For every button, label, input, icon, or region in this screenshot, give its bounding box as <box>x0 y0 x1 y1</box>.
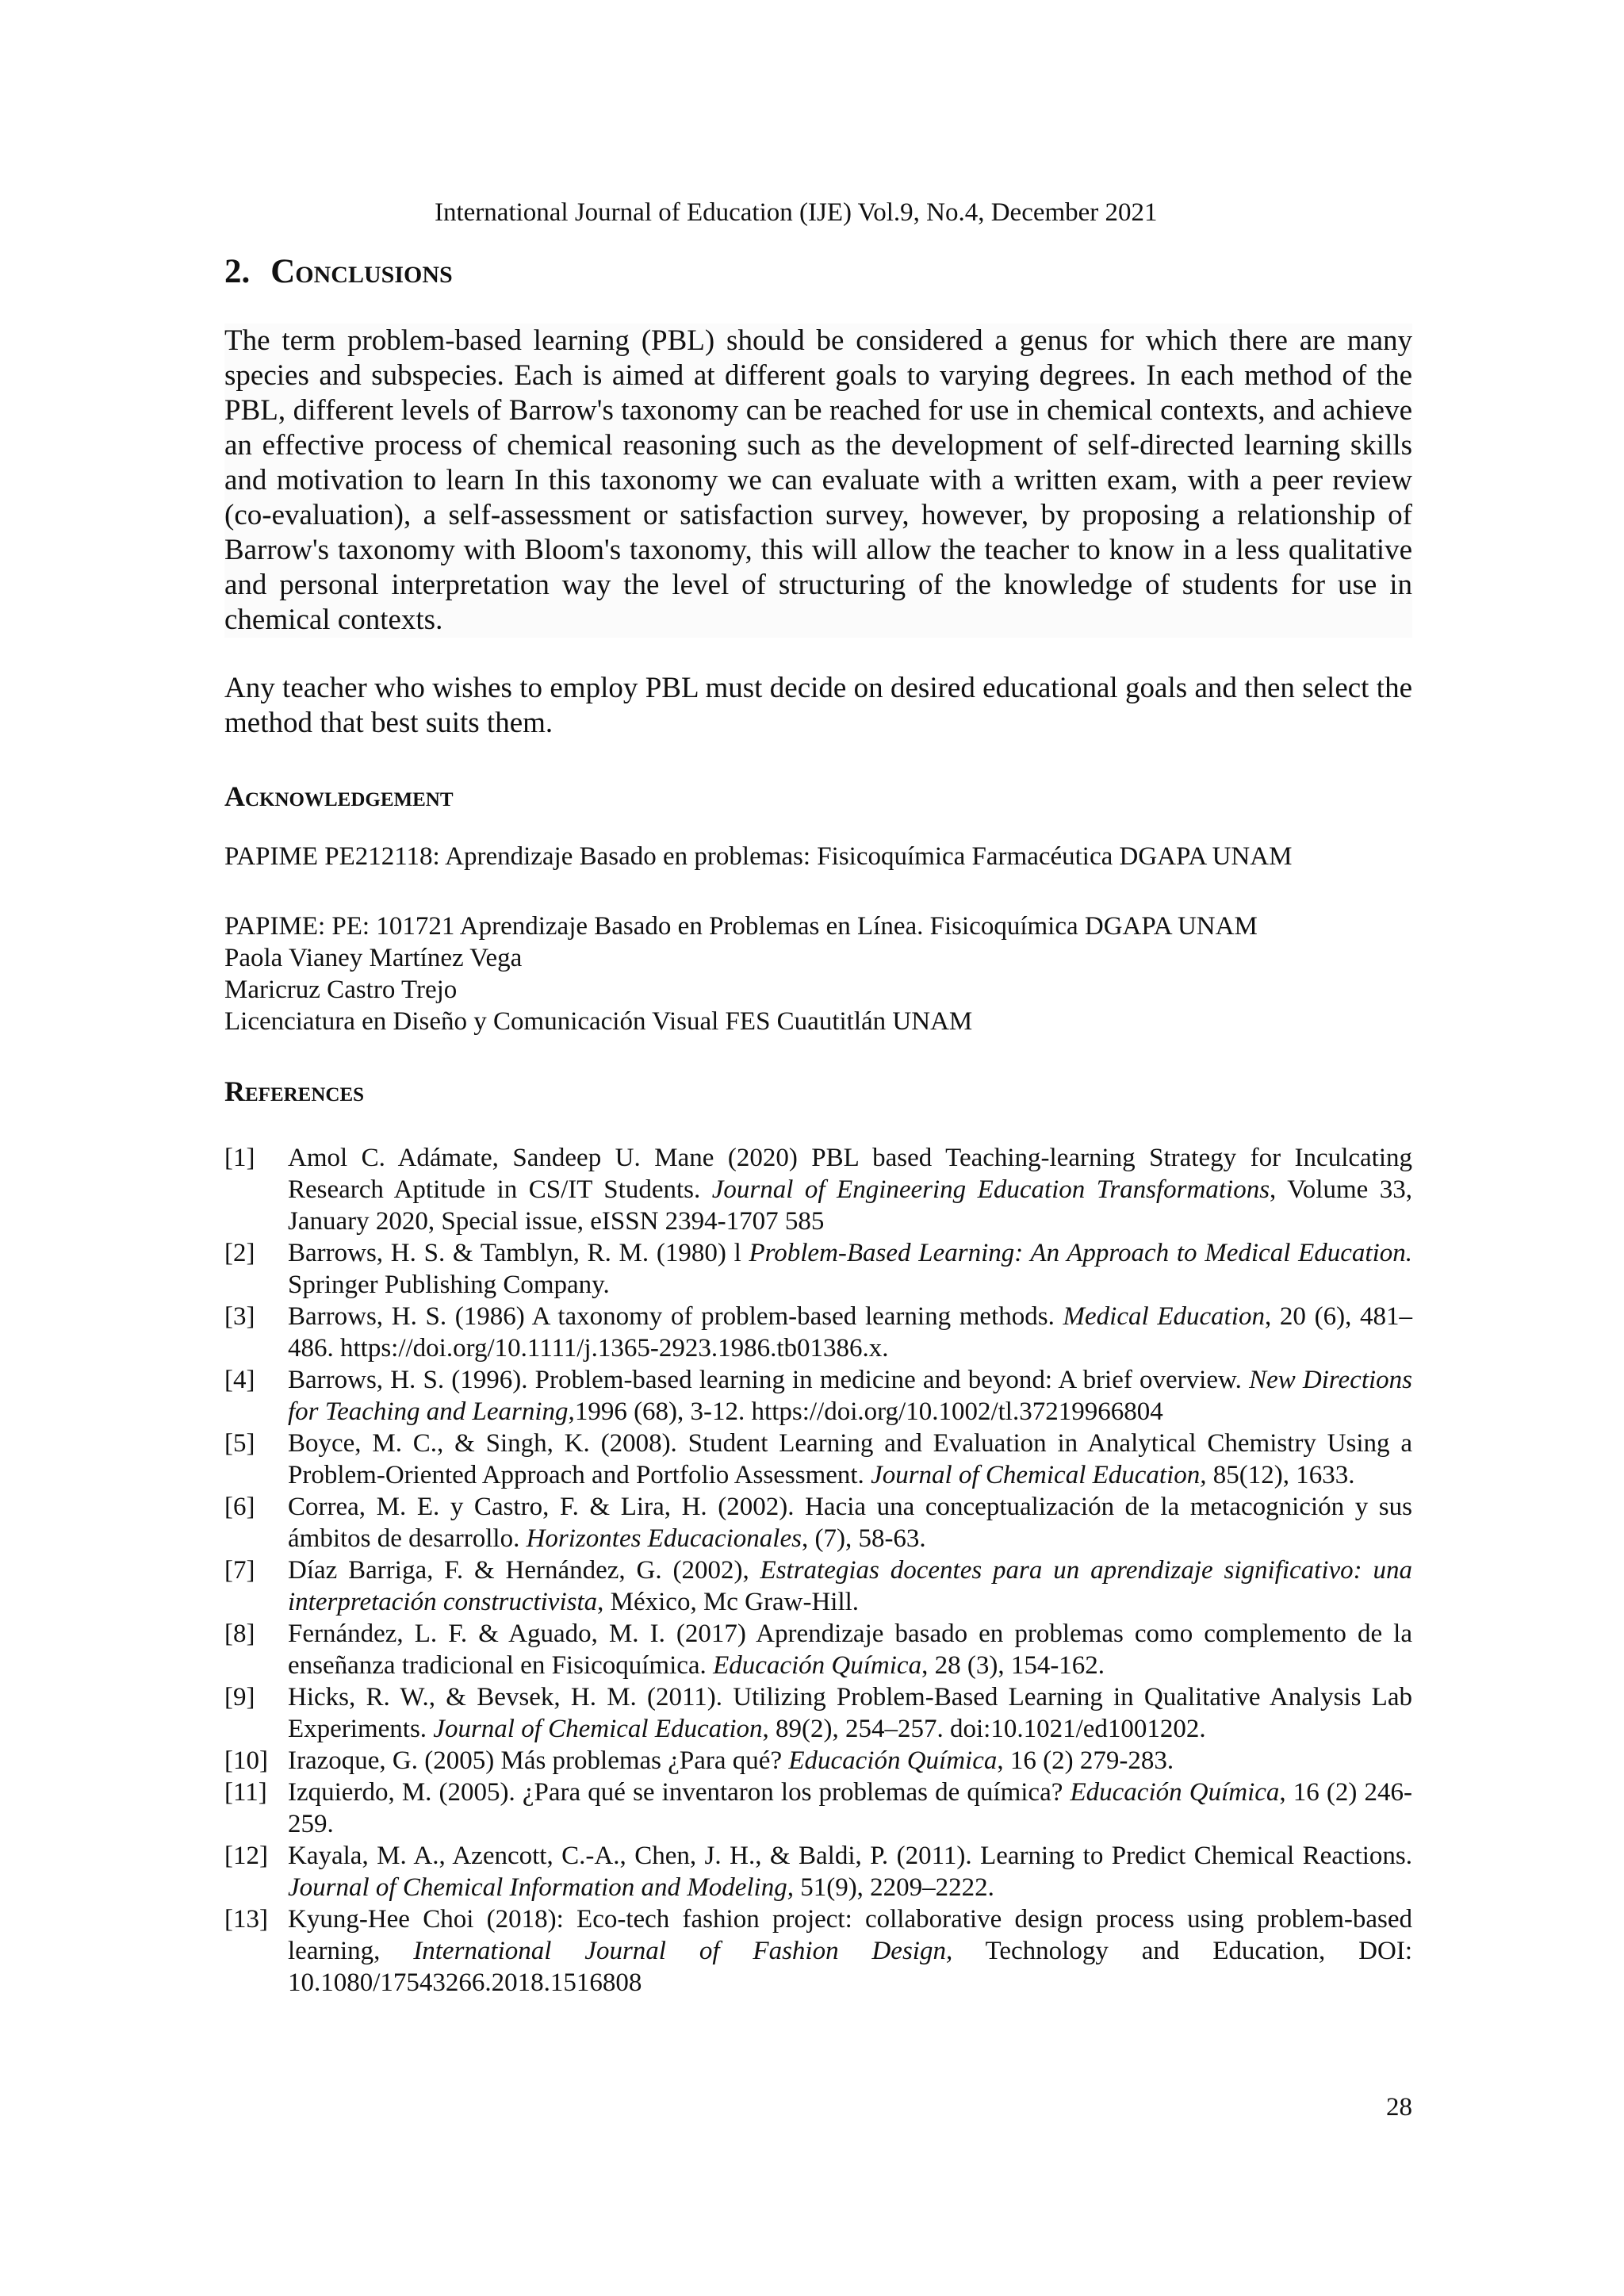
reference-number: [3] <box>224 1302 255 1331</box>
reference-source: Estrategias docentes para un aprendizaje significativo: una interpretación constructivista <box>288 1556 1413 1616</box>
reference-number: [6] <box>224 1493 255 1521</box>
reference-text: Kyung-Hee Choi (2018): Eco-tech fashion project: collaborative design process using problem-based learning, <box>288 1905 1412 1965</box>
reference-list <box>224 1142 1412 1999</box>
reference-details: , 16 (2) 279-283. <box>997 1746 1174 1775</box>
page-number: 28 <box>1386 2093 1412 2122</box>
reference-item <box>224 1745 1412 1777</box>
reference-item <box>224 1491 1412 1554</box>
reference-details: , Volume 33, January 2020, Special issue, eISSN 2394-1707 585 <box>288 1175 1412 1236</box>
reference-text: Irazoque, G. (2005) Más problemas ¿Para qué? <box>288 1746 789 1775</box>
reference-details: Springer Publishing Company. <box>288 1271 610 1299</box>
reference-item <box>224 1777 1412 1840</box>
reference-number: [7] <box>224 1556 255 1585</box>
reference-details: , México, Mc Graw-Hill. <box>597 1588 860 1616</box>
references-heading: References <box>224 1075 365 1107</box>
reference-source: New Directions for Teaching and Learning, <box>288 1366 1412 1426</box>
acknowledgement-heading: Acknowledgement <box>224 780 454 812</box>
reference-number: [1] <box>224 1144 255 1172</box>
reference-number: [9] <box>224 1683 255 1711</box>
reference-source: Horizontes Educacionales <box>526 1524 802 1553</box>
reference-text: Díaz Barriga, F. & Hernández, G. (2002), <box>288 1556 760 1585</box>
reference-source: Journal of Chemical Education, <box>871 1461 1207 1489</box>
reference-number: [13] <box>224 1905 268 1934</box>
reference-details: , 20 (6), 481–486. https://doi.org/10.1111/j.1365-2923.1986.tb01386.x. <box>288 1302 1412 1363</box>
reference-text: Boyce, M. C., & Singh, K. (2008). Student Learning and Evaluation in Analytical Chemistry Using a Problem-Oriented Approach and Portfolio Assessment. <box>288 1429 1412 1489</box>
reference-text: Correa, M. E. y Castro, F. & Lira, H. (2002). Hacia una conceptualización de la metacognición y sus ámbitos de desarrollo. <box>288 1493 1412 1553</box>
reference-text: Fernández, L. F. & Aguado, M. I. (2017) Aprendizaje basado en problemas como complemento de la enseñanza tradicional en Fisicoquímica. <box>288 1619 1412 1680</box>
reference-item <box>224 1237 1412 1301</box>
reference-number: [10] <box>224 1746 268 1775</box>
reference-details: 85(12), 1633. <box>1206 1461 1355 1489</box>
reference-source: International Journal of Fashion Design, <box>413 1937 953 1965</box>
reference-source: Problem-Based Learning: An Approach to Medical Education. <box>749 1239 1412 1267</box>
acknowledgement-line: Maricruz Castro Trejo <box>224 976 458 1004</box>
reference-source: Medical Education <box>1063 1302 1265 1331</box>
section-number: 2. <box>224 253 251 290</box>
reference-text: Izquierdo, M. (2005). ¿Para qué se inventaron los problemas de química? <box>288 1778 1071 1807</box>
reference-number: [2] <box>224 1239 255 1267</box>
reference-details: , (7), 58-63. <box>801 1524 926 1553</box>
acknowledgement-line: Paola Vianey Martínez Vega <box>224 944 523 972</box>
reference-text: Kayala, M. A., Azencott, C.-A., Chen, J. H., & Baldi, P. (2011). Learning to Predict Chemical Reactions. <box>288 1842 1412 1870</box>
reference-source: Journal of Chemical Education <box>433 1715 763 1743</box>
acknowledgement-line: PAPIME PE212118: Aprendizaje Basado en problemas: Fisicoquímica Farmacéutica DGAPA UNAM <box>224 842 1293 871</box>
conclusions-paragraph-1: The term problem-based learning (PBL) should be considered a genus for which there are many species and subspecies. Each is aimed at different goals to varying degrees. In each method of the PBL, different levels of Barrow's taxonomy can be reached for use in chemical contexts, and achieve an effective process of chemical reasoning such as the development of self-directed learning skills and motivation to learn In this taxonomy we can evaluate with a written exam, with a peer review (co-evaluation), a self-assessment or satisfaction survey, however, by proposing a relationship of Barrow's taxonomy with Bloom's taxonomy, this will allow the teacher to know in a less qualitative and personal interpretation way the level of structuring of the knowledge of students for use in chemical contexts. <box>224 324 1412 636</box>
reference-source: Journal of Engineering Education Transformations <box>711 1175 1270 1204</box>
conclusions-heading <box>224 250 453 294</box>
reference-item <box>224 1554 1412 1618</box>
reference-text: Hicks, R. W., & Bevsek, H. M. (2011). Utilizing Problem-Based Learning in Qualitative Analysis Lab Experiments. <box>288 1683 1412 1743</box>
acknowledgement-line: PAPIME: PE: 101721 Aprendizaje Basado en Problemas en Línea. Fisicoquímica DGAPA UNAM <box>224 912 1258 941</box>
reference-details: 1996 (68), 3-12. https://doi.org/10.1002/tl.37219966804 <box>574 1397 1163 1426</box>
reference-number: [11] <box>224 1778 267 1807</box>
reference-item <box>224 1681 1412 1745</box>
reference-source: Educación Química <box>1070 1778 1280 1807</box>
reference-details: , 16 (2) 246-259. <box>288 1778 1412 1838</box>
reference-details: , 28 (3), 154-162. <box>921 1651 1105 1680</box>
reference-text: Amol C. Adámate, Sandeep U. Mane (2020) PBL based Teaching-learning Strategy for Inculcating Research Aptitude in CS/IT Students. <box>288 1144 1412 1204</box>
reference-item <box>224 1618 1412 1681</box>
reference-text: Barrows, H. S. (1986) A taxonomy of problem-based learning methods. <box>288 1302 1063 1331</box>
acknowledgement-line: Licenciatura en Diseño y Comunicación Visual FES Cuautitlán UNAM <box>224 1007 973 1036</box>
reference-details: 51(9), 2209–2222. <box>793 1873 994 1902</box>
reference-item <box>224 1428 1412 1491</box>
reference-item <box>224 1364 1412 1428</box>
reference-item <box>224 1301 1412 1364</box>
reference-number: [4] <box>224 1366 255 1394</box>
conclusions-paragraph-2: Any teacher who wishes to employ PBL must decide on desired educational goals and then select the method that best suits them. <box>224 672 1412 739</box>
reference-number: [8] <box>224 1619 255 1648</box>
reference-source: Educación Química <box>713 1651 922 1680</box>
reference-source: Educación Química <box>788 1746 998 1775</box>
reference-text: Barrows, H. S. & Tamblyn, R. M. (1980) l <box>288 1239 749 1267</box>
reference-text: Barrows, H. S. (1996). Problem-based learning in medicine and beyond: A brief overview. <box>288 1366 1250 1394</box>
reference-details: Technology and Education, DOI: 10.1080/17543266.2018.1516808 <box>288 1937 1413 1997</box>
running-header: International Journal of Education (IJE) Vol.9, No.4, December 2021 <box>435 198 1158 227</box>
reference-item <box>224 1903 1412 1999</box>
section-title: Conclusions <box>270 253 453 290</box>
reference-number: [12] <box>224 1842 268 1870</box>
reference-source: Journal of Chemical Information and Modeling, <box>288 1873 794 1902</box>
reference-item <box>224 1142 1412 1237</box>
reference-details: , 89(2), 254–257. doi:10.1021/ed1001202. <box>762 1715 1206 1743</box>
reference-number: [5] <box>224 1429 255 1458</box>
reference-item <box>224 1840 1412 1903</box>
